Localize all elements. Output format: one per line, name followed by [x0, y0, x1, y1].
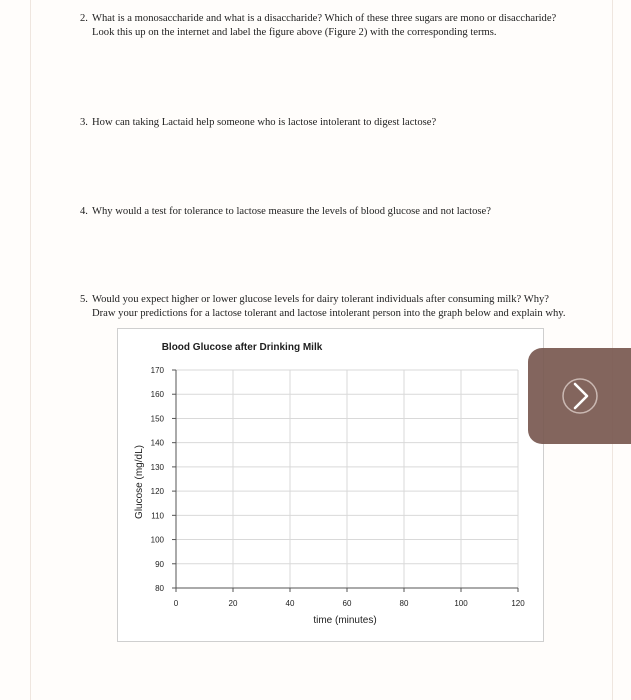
x-tick-label: 60: [342, 599, 352, 608]
question-line: How can taking Lactaid help someone who is lactose intolerant to digest lactose?: [92, 117, 437, 128]
x-tick-label: 80: [399, 599, 409, 608]
x-tick-label: 20: [228, 599, 238, 608]
chevron-right-icon: [561, 371, 599, 421]
question-line: Would you expect higher or lower glucose levels for dairy tolerant individuals after consuming milk? Why?: [92, 294, 550, 305]
question-line: What is a monosaccharide and what is a disaccharide? Which of these three sugars are mono or disaccharide?: [92, 13, 557, 24]
question-line: Draw your predictions for a lactose tolerant and lactose intolerant person into the graph below and explain why.: [92, 308, 566, 319]
y-tick-label: 90: [155, 559, 164, 569]
y-axis-label: Glucose (mg/dL): [134, 445, 145, 519]
question-line: Look this up on the internet and label the figure above (Figure 2) with the corresponding terms.: [92, 27, 497, 38]
x-tick-label: 100: [454, 599, 468, 608]
question-number: 2.: [80, 13, 88, 24]
y-tick-label: 100: [150, 535, 164, 545]
y-tick-label: 80: [155, 584, 164, 593]
y-tick-label: 110: [151, 511, 164, 521]
question-number: 3.: [80, 117, 88, 128]
chart-title: Blood Glucose after Drinking Milk: [161, 342, 323, 353]
y-tick-label: 130: [150, 462, 164, 472]
y-tick-label: 150: [150, 414, 164, 424]
x-tick-label: 40: [285, 599, 295, 608]
x-tick-label: 0: [173, 599, 179, 608]
next-page-button[interactable]: [528, 348, 631, 444]
question-line: Why would a test for tolerance to lactose measure the levels of blood glucose and not lactose?: [92, 206, 491, 217]
y-tick-label: 120: [150, 487, 164, 497]
y-tick-label: 160: [150, 390, 164, 400]
x-axis-label: time (minutes): [313, 615, 377, 626]
x-tick-label: 120: [511, 599, 525, 608]
y-tick-label: 140: [150, 438, 164, 448]
y-tick-label: 170: [150, 366, 164, 375]
question-number: 5.: [80, 294, 88, 305]
question-number: 4.: [80, 206, 88, 217]
